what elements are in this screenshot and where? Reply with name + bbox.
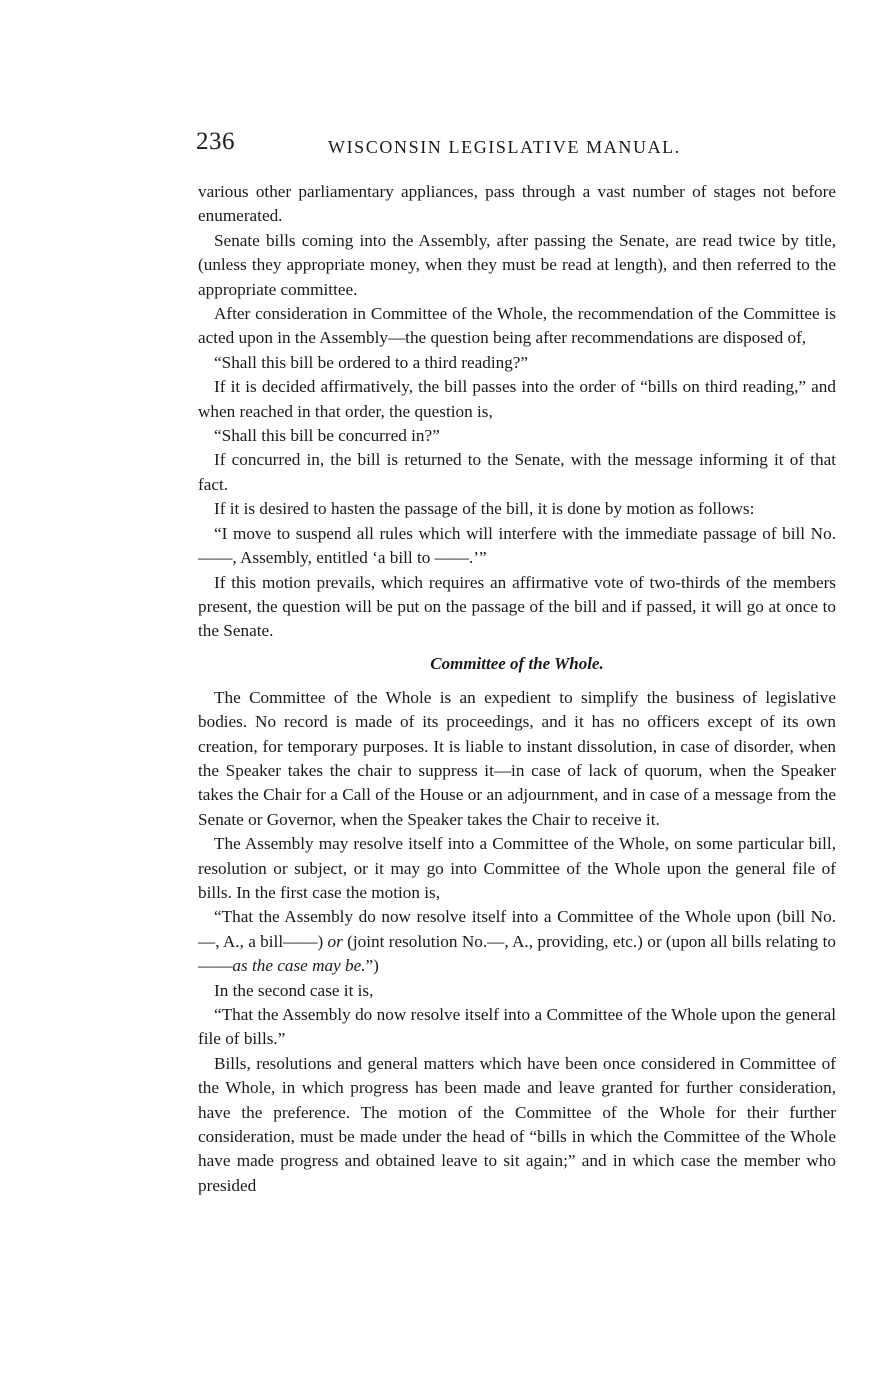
question-quote: “Shall this bill be concurred in?” <box>214 426 440 446</box>
paragraph: The Assembly may resolve itself into a Committee of the Whole, on some particular bill, resolution or subject, or it may go into Committee of the Whole upon the general file of bills. In the first case the motion is, <box>198 834 836 902</box>
paragraph: Senate bills coming into the Assembly, after passing the Senate, are read twice by title, (unless they appropriate money, when they must be read at length), and then referred to the appropriate committee. <box>198 230 836 299</box>
paragraph: various other parliamentary appliances, pass through a vast number of stages not before enumerated. <box>198 182 836 226</box>
running-title: WISCONSIN LEGISLATIVE MANUAL. <box>328 137 681 157</box>
paragraph: If concurred in, the bill is returned to the Senate, with the message informing it of that fact. <box>198 450 836 494</box>
motion-text-or: or <box>327 931 343 951</box>
paragraph: Bills, resolutions and general matters which have been once considered in Committee of the Whole, in which progress has been made and leave granted for further consideration, have the preference. The motion of the Committee of the Whole for their further consideration, must be made under the head of “bills in which the Committee of the Whole have made progress and obtained leave to sit again;” and in which case the member who presided <box>198 1053 836 1195</box>
motion-quote: “I move to suspend all rules which will interfere with the immediate passage of bill No. ——, Assembly, entitled ‘a bill to ——.’” <box>198 523 836 568</box>
motion-text-part: “That the Assembly do now resolve itself into a Committee of the Whole upon (bill No.—, A., a bill——) <box>198 907 836 951</box>
page-header <box>196 128 836 168</box>
motion-text-part: ”) <box>365 956 379 976</box>
paragraph: If this motion prevails, which requires an affirmative vote of two-thirds of the members present, the question will be put on the passage of the bill and if passed, it will go at once to the Senate. <box>198 572 836 641</box>
paragraph: In the second case it is, <box>214 980 374 1000</box>
paragraph: The Committee of the Whole is an expedient to simplify the business of legislative bodies. No record is made of its proceedings, and it has no officers except of its own creation, for temporary purposes. It is liable to instant dissolution, in case of disorder, when the Speaker takes the chair to suppress it—in case of lack of quorum, when the Speaker takes the Chair for a Call of the House or an adjournment, and in case of a message from the Senate or Governor, when the Speaker takes the Chair to receive it. <box>198 687 836 829</box>
motion-text-as-case: as the case may be. <box>232 956 366 976</box>
motion-text-part: (joint resolution No.—, A., providing, etc.) or (upon all bills relating to—— <box>198 931 836 976</box>
question-quote: “Shall this bill be ordered to a third reading?” <box>214 352 529 372</box>
paragraph: If it is desired to hasten the passage of the bill, it is done by motion as follows: <box>214 499 755 519</box>
section-heading: Committee of the Whole. <box>430 653 604 673</box>
page-number: 236 <box>196 128 235 155</box>
paragraph: If it is decided affirmatively, the bill passes into the order of “bills on third reading,” and when reached in that order, the question is, <box>198 377 836 421</box>
paragraph: After consideration in Committee of the Whole, the recommendation of the Committee is acted upon in the Assembly—the question being after recommendations are disposed of, <box>198 304 836 348</box>
body-text <box>198 180 836 1198</box>
motion-quote: “That the Assembly do now resolve itself into a Committee of the Whole upon the general file of bills.” <box>198 1005 836 1049</box>
motion-quote <box>198 905 836 978</box>
